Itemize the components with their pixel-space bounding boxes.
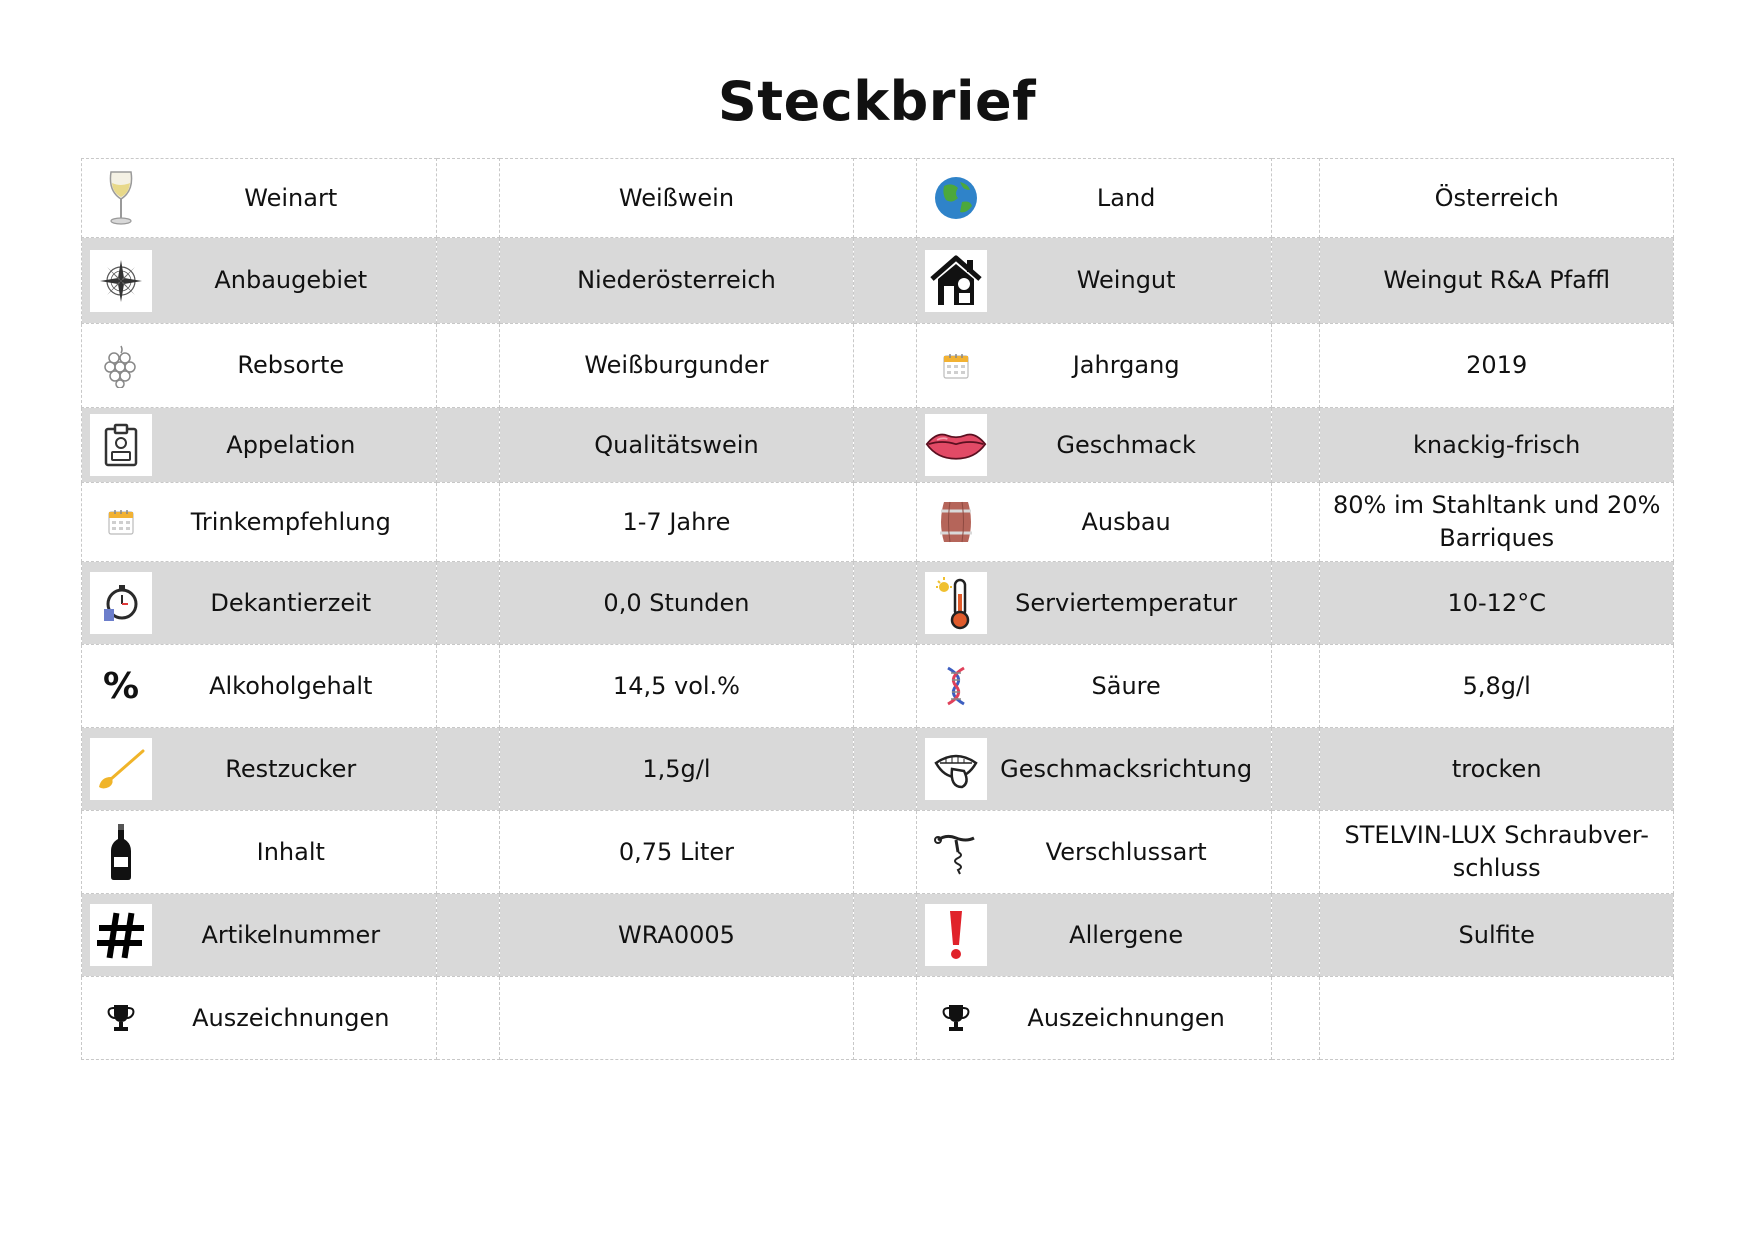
spacer-cell: [853, 811, 917, 894]
table-row: [82, 562, 1674, 645]
barrel-icon: [925, 491, 987, 553]
value-cell: [1320, 324, 1674, 408]
certificate-icon: [90, 414, 152, 476]
value-cell: [500, 562, 854, 645]
value-cell: [500, 324, 854, 408]
dna-icon: [925, 655, 987, 717]
field-label: Rebsorte: [237, 351, 345, 379]
field-value: Sulfite: [1458, 920, 1535, 949]
field-label: Restzucker: [225, 754, 357, 783]
field-label: Inhalt: [256, 837, 325, 866]
value-cell: [1320, 483, 1674, 562]
field-label: Auszeichnungen: [1027, 1003, 1225, 1032]
svg-text:%: %: [102, 666, 140, 706]
label-cell: [917, 483, 1272, 562]
spacer-cell: [1271, 728, 1319, 811]
label-cell: [917, 408, 1272, 483]
value-cell: [500, 645, 854, 728]
lips-icon: [925, 414, 987, 476]
field-label: Allergene: [1069, 920, 1184, 949]
label-cell: [82, 408, 437, 483]
calendar-icon: [925, 335, 987, 397]
spacer-cell: [436, 159, 500, 238]
spacer-cell: [436, 483, 500, 562]
spacer-cell: [1271, 977, 1319, 1060]
label-cell: [82, 811, 437, 894]
label-cell: [82, 159, 437, 238]
value-cell: [1320, 238, 1674, 324]
table-row: [82, 238, 1674, 324]
field-value: 1-7 Jahre: [622, 507, 731, 536]
value-cell: [500, 408, 854, 483]
timer-icon: [90, 572, 152, 634]
field-label: Ausbau: [1081, 507, 1171, 536]
value-cell: [1320, 811, 1674, 894]
field-value: knackig-frisch: [1413, 430, 1581, 459]
sugar-spoon-icon: [90, 738, 152, 800]
bottle-icon: [90, 821, 152, 883]
field-value: Weingut R&A Pfaffl: [1383, 266, 1611, 294]
field-label: Jahrgang: [1072, 351, 1180, 379]
value-cell: [1320, 408, 1674, 483]
value-cell: [500, 483, 854, 562]
spacer-cell: [853, 562, 917, 645]
spacer-cell: [853, 894, 917, 977]
label-cell: [917, 894, 1272, 977]
globe-icon: [925, 167, 987, 229]
value-cell: [500, 728, 854, 811]
value-cell: [500, 977, 854, 1060]
field-value: 5,8g/l: [1462, 671, 1531, 700]
field-label: Verschlussart: [1045, 837, 1207, 866]
table-row: [82, 894, 1674, 977]
spacer-cell: [1271, 324, 1319, 408]
field-value: 0,75 Liter: [618, 837, 735, 866]
value-cell: [500, 159, 854, 238]
spacer-cell: [853, 159, 917, 238]
field-label: Weingut: [1076, 266, 1176, 294]
spacer-cell: [853, 324, 917, 408]
field-label: Serviertemperatur: [1015, 588, 1238, 617]
spacer-cell: [1271, 408, 1319, 483]
field-value: Weißburgunder: [584, 351, 769, 379]
corkscrew-icon: [925, 821, 987, 883]
value-cell: [1320, 977, 1674, 1060]
spacer-cell: [436, 408, 500, 483]
field-value: 1,5g/l: [642, 754, 711, 783]
spacer-cell: [436, 977, 500, 1060]
spacer-cell: [853, 645, 917, 728]
table-row: [82, 977, 1674, 1060]
wine-profile-table: [81, 158, 1674, 1060]
spacer-cell: [853, 977, 917, 1060]
table-row: [82, 811, 1674, 894]
label-cell: [82, 645, 437, 728]
tongue-mouth-icon: [925, 738, 987, 800]
label-cell: [917, 977, 1272, 1060]
value-cell: [1320, 562, 1674, 645]
label-cell: [82, 238, 437, 324]
label-cell: [917, 811, 1272, 894]
hash-icon: [90, 904, 152, 966]
field-label: Alkoholgehalt: [209, 671, 373, 700]
field-value: Niederösterreich: [577, 266, 776, 294]
compass-icon: [90, 250, 152, 312]
field-label: Anbaugebiet: [214, 266, 368, 294]
spacer-cell: [853, 238, 917, 324]
field-label: Säure: [1091, 671, 1161, 700]
label-cell: [82, 728, 437, 811]
field-value: Österreich: [1434, 183, 1559, 212]
trophy-icon: [925, 987, 987, 1049]
field-value: 10-12°C: [1447, 588, 1546, 617]
spacer-cell: [436, 894, 500, 977]
field-label: Trinkempfehlung: [190, 507, 391, 536]
field-value: 14,5 vol.%: [612, 671, 740, 700]
spacer-cell: [436, 645, 500, 728]
label-cell: [917, 159, 1272, 238]
value-cell: [1320, 645, 1674, 728]
spacer-cell: [853, 408, 917, 483]
field-label: Dekantierzeit: [210, 588, 372, 617]
wine-glass-icon: [90, 167, 152, 229]
spacer-cell: [436, 728, 500, 811]
table-row: [82, 645, 1674, 728]
spacer-cell: [1271, 562, 1319, 645]
field-value: STELVIN-LUX Schraubver-schluss: [1344, 821, 1649, 882]
percent-icon: [90, 655, 152, 717]
spacer-cell: [1271, 238, 1319, 324]
spacer-cell: [436, 238, 500, 324]
label-cell: [917, 562, 1272, 645]
grapes-icon: [90, 335, 152, 397]
field-value: Weißwein: [618, 183, 735, 212]
table-row: [82, 324, 1674, 408]
spacer-cell: [436, 324, 500, 408]
field-label: Land: [1096, 183, 1156, 212]
spacer-cell: [1271, 159, 1319, 238]
spacer-cell: [436, 811, 500, 894]
label-cell: [82, 483, 437, 562]
field-value: trocken: [1451, 754, 1542, 783]
field-value: WRA0005: [617, 920, 735, 949]
field-value: 80% im Stahltank und 20% Barriques: [1333, 491, 1661, 552]
label-cell: [917, 728, 1272, 811]
value-cell: [500, 894, 854, 977]
value-cell: [1320, 894, 1674, 977]
spacer-cell: [1271, 811, 1319, 894]
table-row: [82, 408, 1674, 483]
table-row: [82, 159, 1674, 238]
table-row: [82, 483, 1674, 562]
calendar-icon: [90, 491, 152, 553]
winery-house-icon: [925, 250, 987, 312]
field-value: 0,0 Stunden: [603, 588, 750, 617]
exclamation-icon: [925, 904, 987, 966]
label-cell: [917, 324, 1272, 408]
trophy-icon: [90, 987, 152, 1049]
label-cell: [82, 894, 437, 977]
thermometer-icon: [925, 572, 987, 634]
label-cell: [82, 324, 437, 408]
value-cell: [500, 238, 854, 324]
label-cell: [917, 645, 1272, 728]
table-row: [82, 728, 1674, 811]
spacer-cell: [1271, 645, 1319, 728]
spacer-cell: [436, 562, 500, 645]
spacer-cell: [1271, 894, 1319, 977]
value-cell: [1320, 159, 1674, 238]
label-cell: [82, 977, 437, 1060]
field-label: Artikelnummer: [201, 920, 381, 949]
field-value: Qualitätswein: [594, 430, 759, 459]
field-value: 2019: [1466, 351, 1528, 379]
field-label: Auszeichnungen: [192, 1003, 390, 1032]
field-label: Geschmacksrichtung: [1000, 754, 1253, 783]
page-title: Steckbrief: [717, 70, 1037, 133]
label-cell: [917, 238, 1272, 324]
label-cell: [82, 562, 437, 645]
field-label: Appelation: [226, 430, 356, 459]
spacer-cell: [853, 483, 917, 562]
spacer-cell: [1271, 483, 1319, 562]
field-label: Weinart: [244, 183, 338, 212]
value-cell: [1320, 728, 1674, 811]
field-label: Geschmack: [1056, 430, 1196, 459]
spacer-cell: [853, 728, 917, 811]
value-cell: [500, 811, 854, 894]
